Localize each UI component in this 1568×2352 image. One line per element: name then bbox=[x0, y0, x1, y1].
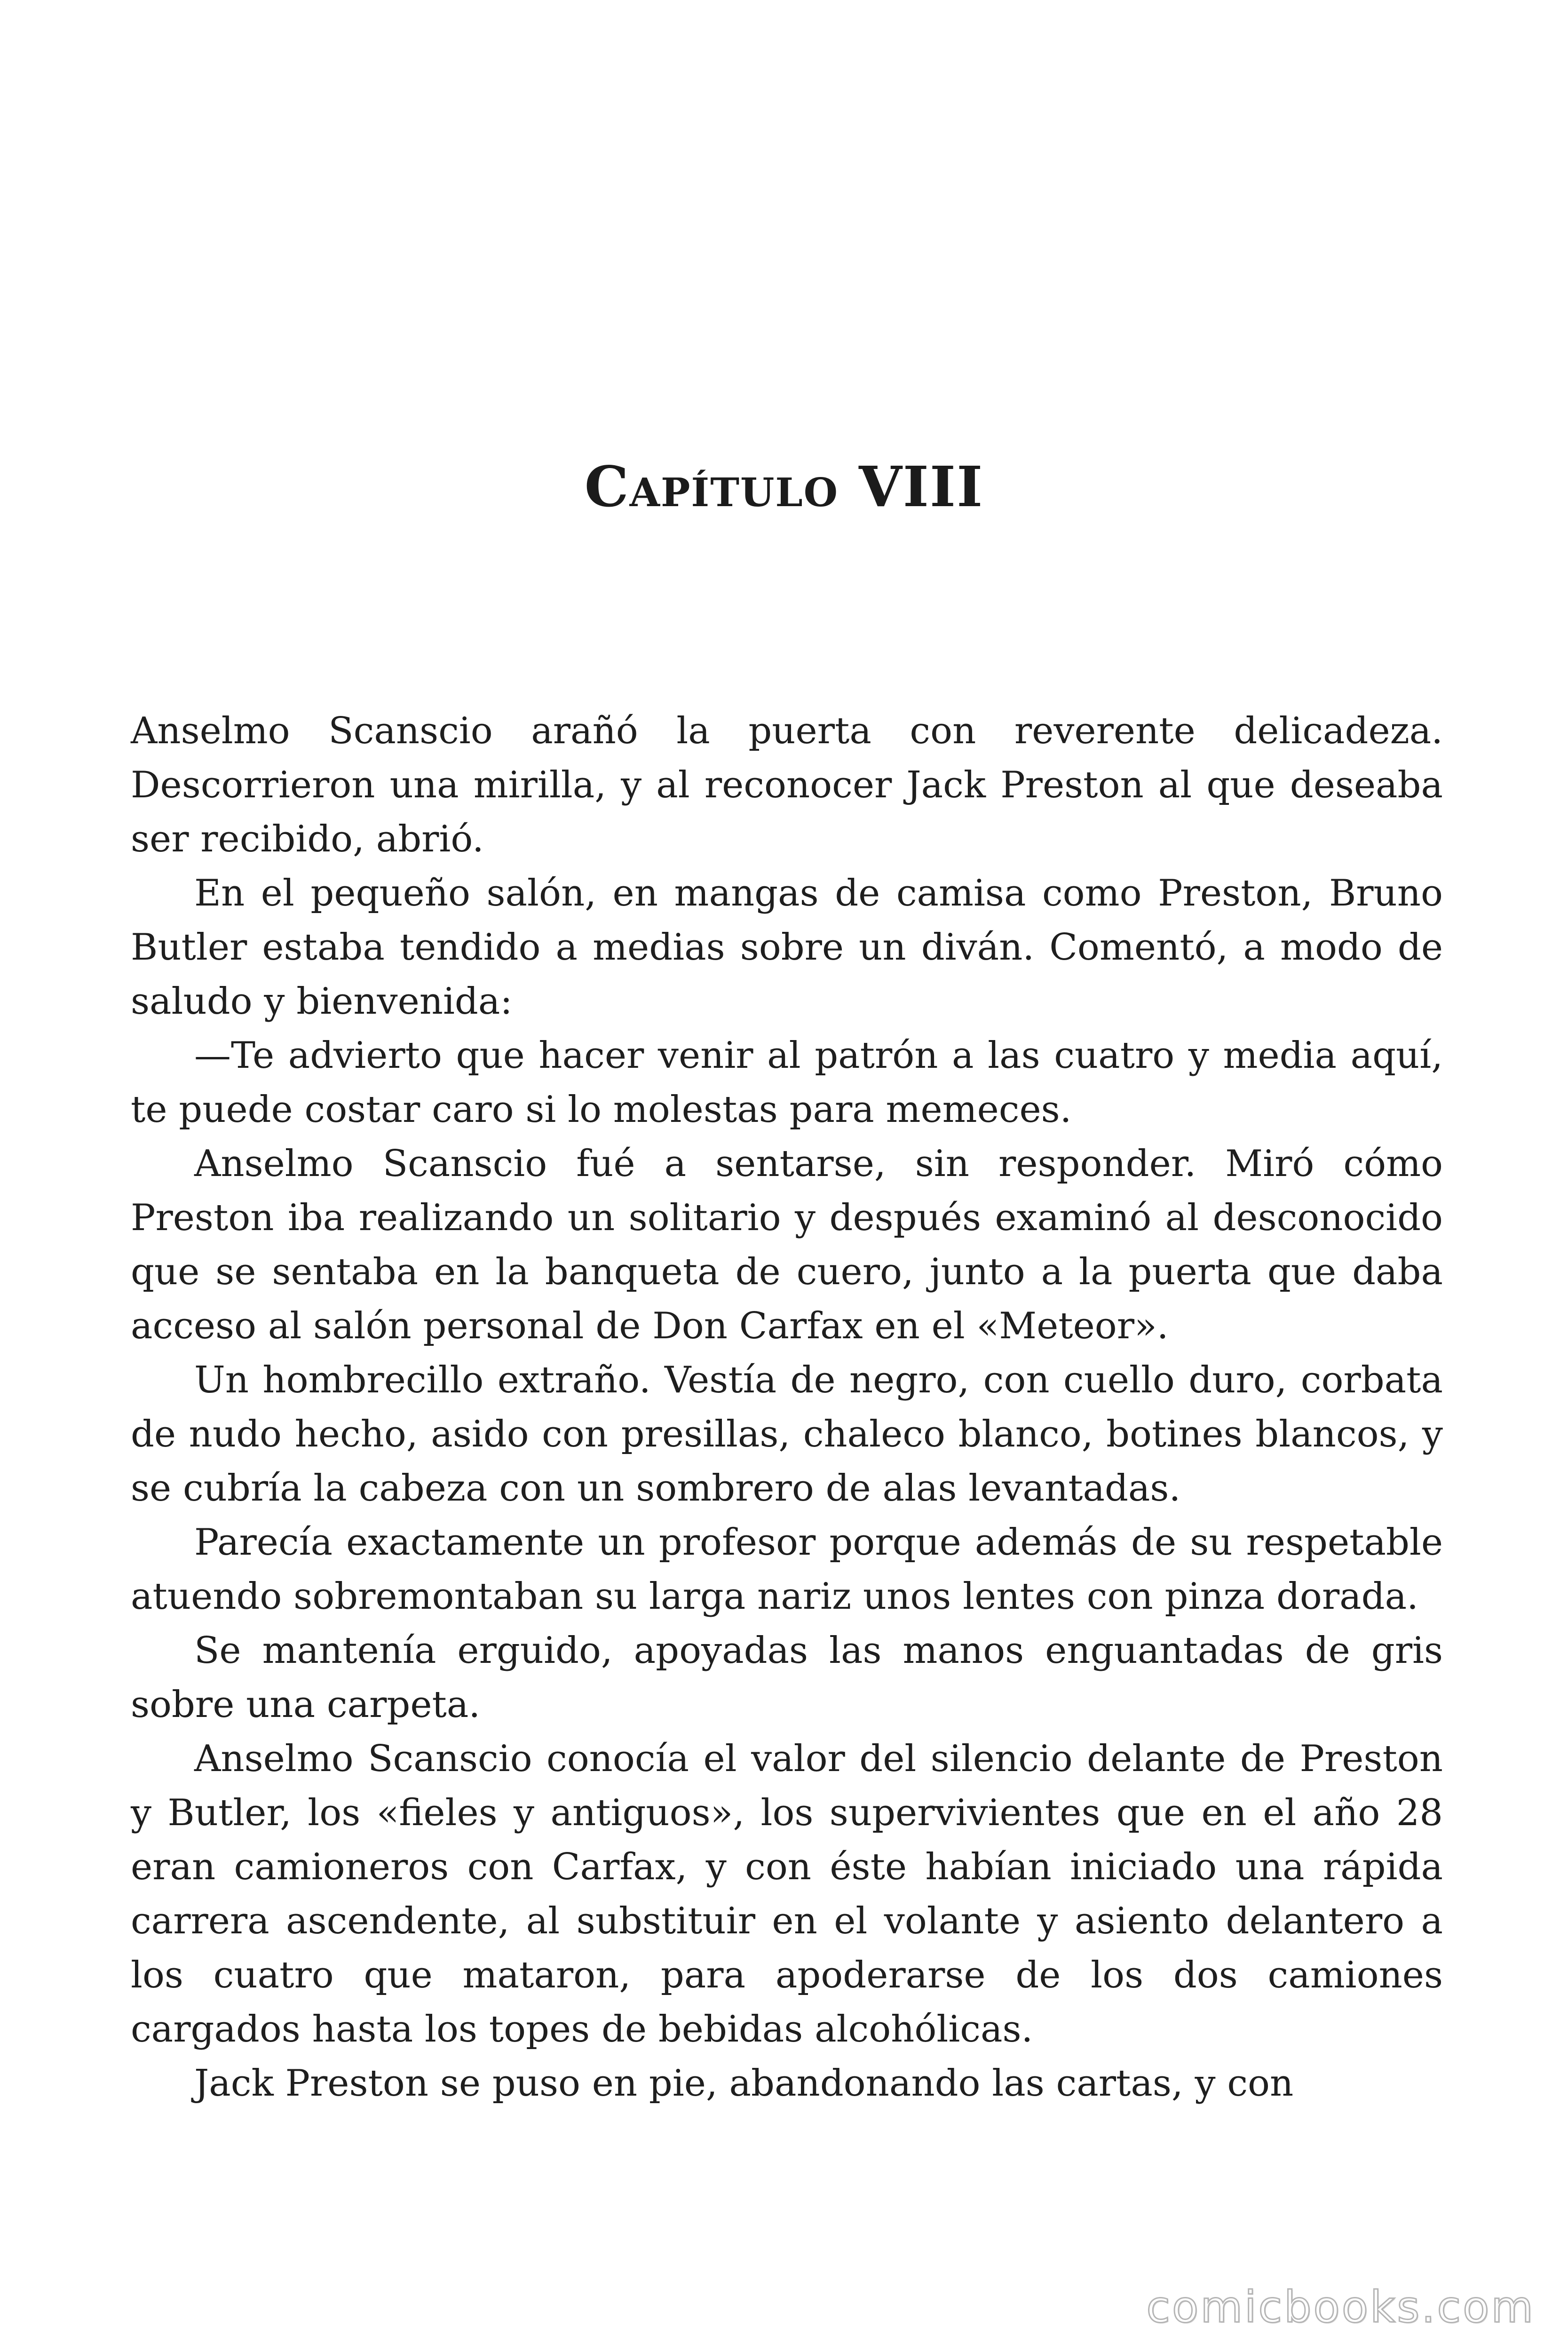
chapter-body bbox=[131, 704, 1443, 2111]
paragraph: Se mantenía erguido, apoyadas las manos enguantadas de gris sobre una carpeta. bbox=[131, 1629, 1443, 1726]
watermark: comicbooks.com bbox=[1146, 2282, 1535, 2332]
paragraph: Anselmo Scanscio conocía el valor del silencio delante de Preston y Butler, los «fieles y antiguos», los supervivientes que en el año 28 eran camioneros con Carfax, y con éste habían iniciado una rápida carrera ascendente, al substituir en el volante y asiento delantero a los cuatro que mataron, para apoderarse de los dos camiones cargados hasta los topes de bebidas alcohólicas. bbox=[131, 1738, 1443, 2050]
chapter-title: Capítulo VIII bbox=[584, 454, 984, 519]
paragraph: Parecía exactamente un profesor porque además de su respetable atuendo sobremontaban su larga nariz unos lentes con pinza dorada. bbox=[131, 1521, 1443, 1618]
paragraph: Anselmo Scanscio fué a sentarse, sin responder. Miró cómo Preston iba realizando un solitario y después examinó al desconocido que se sentaba en la banqueta de cuero, junto a la puerta que daba acceso al salón personal de Don Carfax en el «Meteor». bbox=[131, 1143, 1443, 1347]
paragraph: Jack Preston se puso en pie, abandonando las cartas, y con bbox=[194, 2062, 1294, 2105]
paragraph: Un hombrecillo extraño. Vestía de negro, con cuello duro, corbata de nudo hecho, asido con presillas, chaleco blanco, botines blancos, y se cubría la cabeza con un sombrero de alas levantadas. bbox=[131, 1359, 1443, 1510]
paragraph: En el pequeño salón, en mangas de camisa como Preston, Bruno Butler estaba tendido a medias sobre un diván. Comentó, a modo de saludo y bienvenida: bbox=[131, 872, 1443, 1023]
paragraph: Anselmo Scanscio arañó la puerta con reverente delicadeza. Descorrieron una mirilla, y al reconocer Jack Preston al que deseaba ser recibido, abrió. bbox=[131, 710, 1443, 860]
paragraph: —Te advierto que hacer venir al patrón a las cuatro y media aquí, te puede costar caro si lo molestas para memeces. bbox=[131, 1034, 1443, 1131]
